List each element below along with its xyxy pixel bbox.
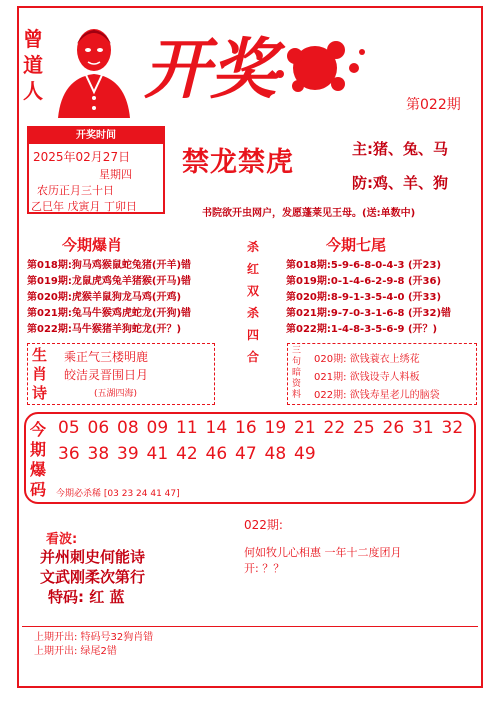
list-item: 第020期:虎猴羊鼠狗龙马鸡(开鸡) — [27, 292, 182, 303]
draw-date-box — [27, 126, 165, 214]
hot-number: 26 — [382, 418, 405, 438]
vertical-char: 双 — [246, 284, 259, 298]
hot-number: 36 — [58, 444, 80, 464]
wave-line-2: 文武刚柔次第行 — [40, 568, 146, 586]
hot-number: 16 — [235, 418, 257, 438]
defense-value: 鸡、羊、狗 — [373, 174, 449, 192]
list-item: 第021期:兔马牛猴鸡虎蛇龙(开狗)错 — [27, 308, 192, 319]
vertical-char: 红 — [246, 262, 259, 276]
riddle-label — [292, 346, 301, 401]
poem-label-char: 诗 — [32, 384, 48, 402]
hot-number: 46 — [205, 444, 228, 464]
hot-number: 31 — [412, 418, 434, 438]
riddle-row: 022期: 欲钱寿星老儿的脑袋 — [314, 390, 440, 401]
list-item: 第022期:马牛猴猪羊狗蛇龙(开？) — [27, 324, 182, 335]
hot-number: 32 — [441, 418, 464, 438]
issue-number: 第022期 — [406, 97, 461, 113]
name-char: 曾 — [23, 27, 43, 51]
logo-text: 开奖 — [144, 30, 276, 108]
portrait-image — [48, 18, 140, 118]
defense-label: 防: — [352, 174, 373, 192]
left-section-list — [27, 256, 191, 336]
vertical-char: 四 — [246, 328, 259, 342]
hot-number: 42 — [176, 444, 198, 464]
poem-label — [32, 346, 47, 403]
special-code: 特码: 红 蓝 — [48, 588, 125, 606]
name-char: 道 — [23, 53, 43, 77]
numbers-label-char: 码 — [30, 480, 47, 499]
hot-number: 06 — [87, 418, 110, 438]
list-item: 第018期:5-9-6-8-0-4-3 (开23) — [286, 260, 442, 271]
riddle-label-char: 资 — [292, 379, 302, 389]
numbers-label-char: 期 — [30, 440, 47, 459]
middle-vertical-text — [244, 236, 262, 368]
riddle-label-char: 句 — [292, 357, 302, 367]
numbers-label — [30, 420, 46, 500]
hot-number: 25 — [353, 418, 375, 438]
logo — [140, 20, 380, 112]
poem-label-char: 生 — [32, 346, 48, 364]
list-item: 第021期:9-7-0-3-1-6-8 (开32)错 — [286, 308, 452, 319]
logo-graphic — [140, 20, 380, 112]
hot-number: 21 — [294, 418, 316, 438]
headline: 禁龙禁虎 — [182, 147, 294, 178]
vertical-name — [22, 26, 44, 104]
hot-number: 38 — [87, 444, 110, 464]
vertical-char: 合 — [246, 350, 259, 364]
list-item: 第022期:1-4-8-3-5-6-9 (开？) — [286, 324, 438, 335]
list-item: 第019期:龙鼠虎鸡兔羊猪猴(开马)错 — [27, 276, 192, 287]
wave-label: 看波: — [46, 532, 78, 547]
main-picks — [352, 138, 448, 159]
hot-number: 22 — [323, 418, 346, 438]
list-item: 第019期:0-1-4-6-2-9-8 (开36) — [286, 276, 442, 287]
slogan: 书院欲开虫网户，发愿蓬莱见王母。(送:单数中) — [202, 208, 416, 219]
main-value: 猪、兔、马 — [373, 140, 449, 158]
hot-number: 49 — [294, 444, 316, 464]
footer-line-2: 上期开出: 绿尾2错 — [34, 646, 117, 657]
hot-number: 19 — [264, 418, 287, 438]
kill-label: 今期必杀稀 — [56, 489, 102, 499]
main-label: 主: — [352, 140, 373, 158]
hot-number: 09 — [146, 418, 169, 438]
poem-label-char: 肖 — [32, 365, 48, 383]
vertical-char: 杀 — [246, 240, 259, 254]
footer-divider — [22, 626, 478, 627]
defense-picks — [352, 172, 448, 193]
hot-number: 11 — [176, 418, 198, 438]
hot-number: 48 — [264, 444, 287, 464]
riddle-label-char: 料 — [292, 390, 302, 400]
riddle-row: 021期: 欲钱设寺人料板 — [314, 372, 420, 383]
date-ganzhi: 乙巳年 戊寅月 丁卯日 — [31, 200, 137, 213]
footer-line-1: 上期开出: 特码号32狗肖错 — [34, 632, 154, 643]
issue-riddle-line-2: 开: ？？ — [244, 562, 285, 575]
issue-riddle-line-1: 何如牧儿心相惠 一年十二度团月 — [244, 546, 402, 559]
right-section-title: 今期七尾 — [326, 236, 387, 254]
poem-line-2: 皎洁灵晋围日月 — [64, 368, 149, 382]
date-lunar: 农历正月三十日 — [37, 184, 114, 197]
hot-numbers-box — [24, 412, 476, 504]
list-item: 第020期:8-9-1-3-5-4-0 (开33) — [286, 292, 442, 303]
hot-number: 41 — [146, 444, 169, 464]
numbers-label-char: 爆 — [30, 460, 47, 479]
riddle-label-char: 三 — [292, 346, 302, 356]
riddle-label-char: 暗 — [292, 368, 302, 378]
zodiac-poem-box — [27, 343, 215, 405]
name-char: 人 — [23, 79, 43, 103]
right-section-list — [286, 256, 451, 336]
hot-number: 47 — [235, 444, 257, 464]
wave-line-1: 并州刺史何能诗 — [40, 548, 146, 566]
hot-number: 39 — [117, 444, 139, 464]
kill-values: [03 23 24 41 47] — [103, 489, 180, 499]
poem-note: (五湖四海) — [94, 389, 138, 399]
list-item: 第018期:狗马鸡猴鼠蛇兔猪(开羊)错 — [27, 260, 192, 271]
hot-number: 05 — [58, 418, 80, 438]
splash-icon — [276, 41, 365, 92]
kill-numbers — [56, 486, 180, 499]
riddle-row: 020期: 欲钱蓑衣上绣花 — [314, 354, 420, 365]
date-gregorian: 2025年02月27日 — [33, 150, 131, 164]
poem-line-1: 乘正气三楼明鹿 — [64, 350, 149, 364]
riddle-box — [287, 343, 477, 405]
hot-number: 08 — [117, 418, 139, 438]
numbers-label-char: 今 — [30, 420, 47, 439]
hot-number: 14 — [205, 418, 228, 438]
left-section-title: 今期爆肖 — [62, 236, 123, 254]
issue-riddle-title: 022期: — [244, 518, 283, 532]
date-weekday: 星期四 — [99, 168, 132, 181]
date-box-title: 开奖时间 — [29, 128, 163, 144]
vertical-char: 杀 — [246, 306, 259, 320]
